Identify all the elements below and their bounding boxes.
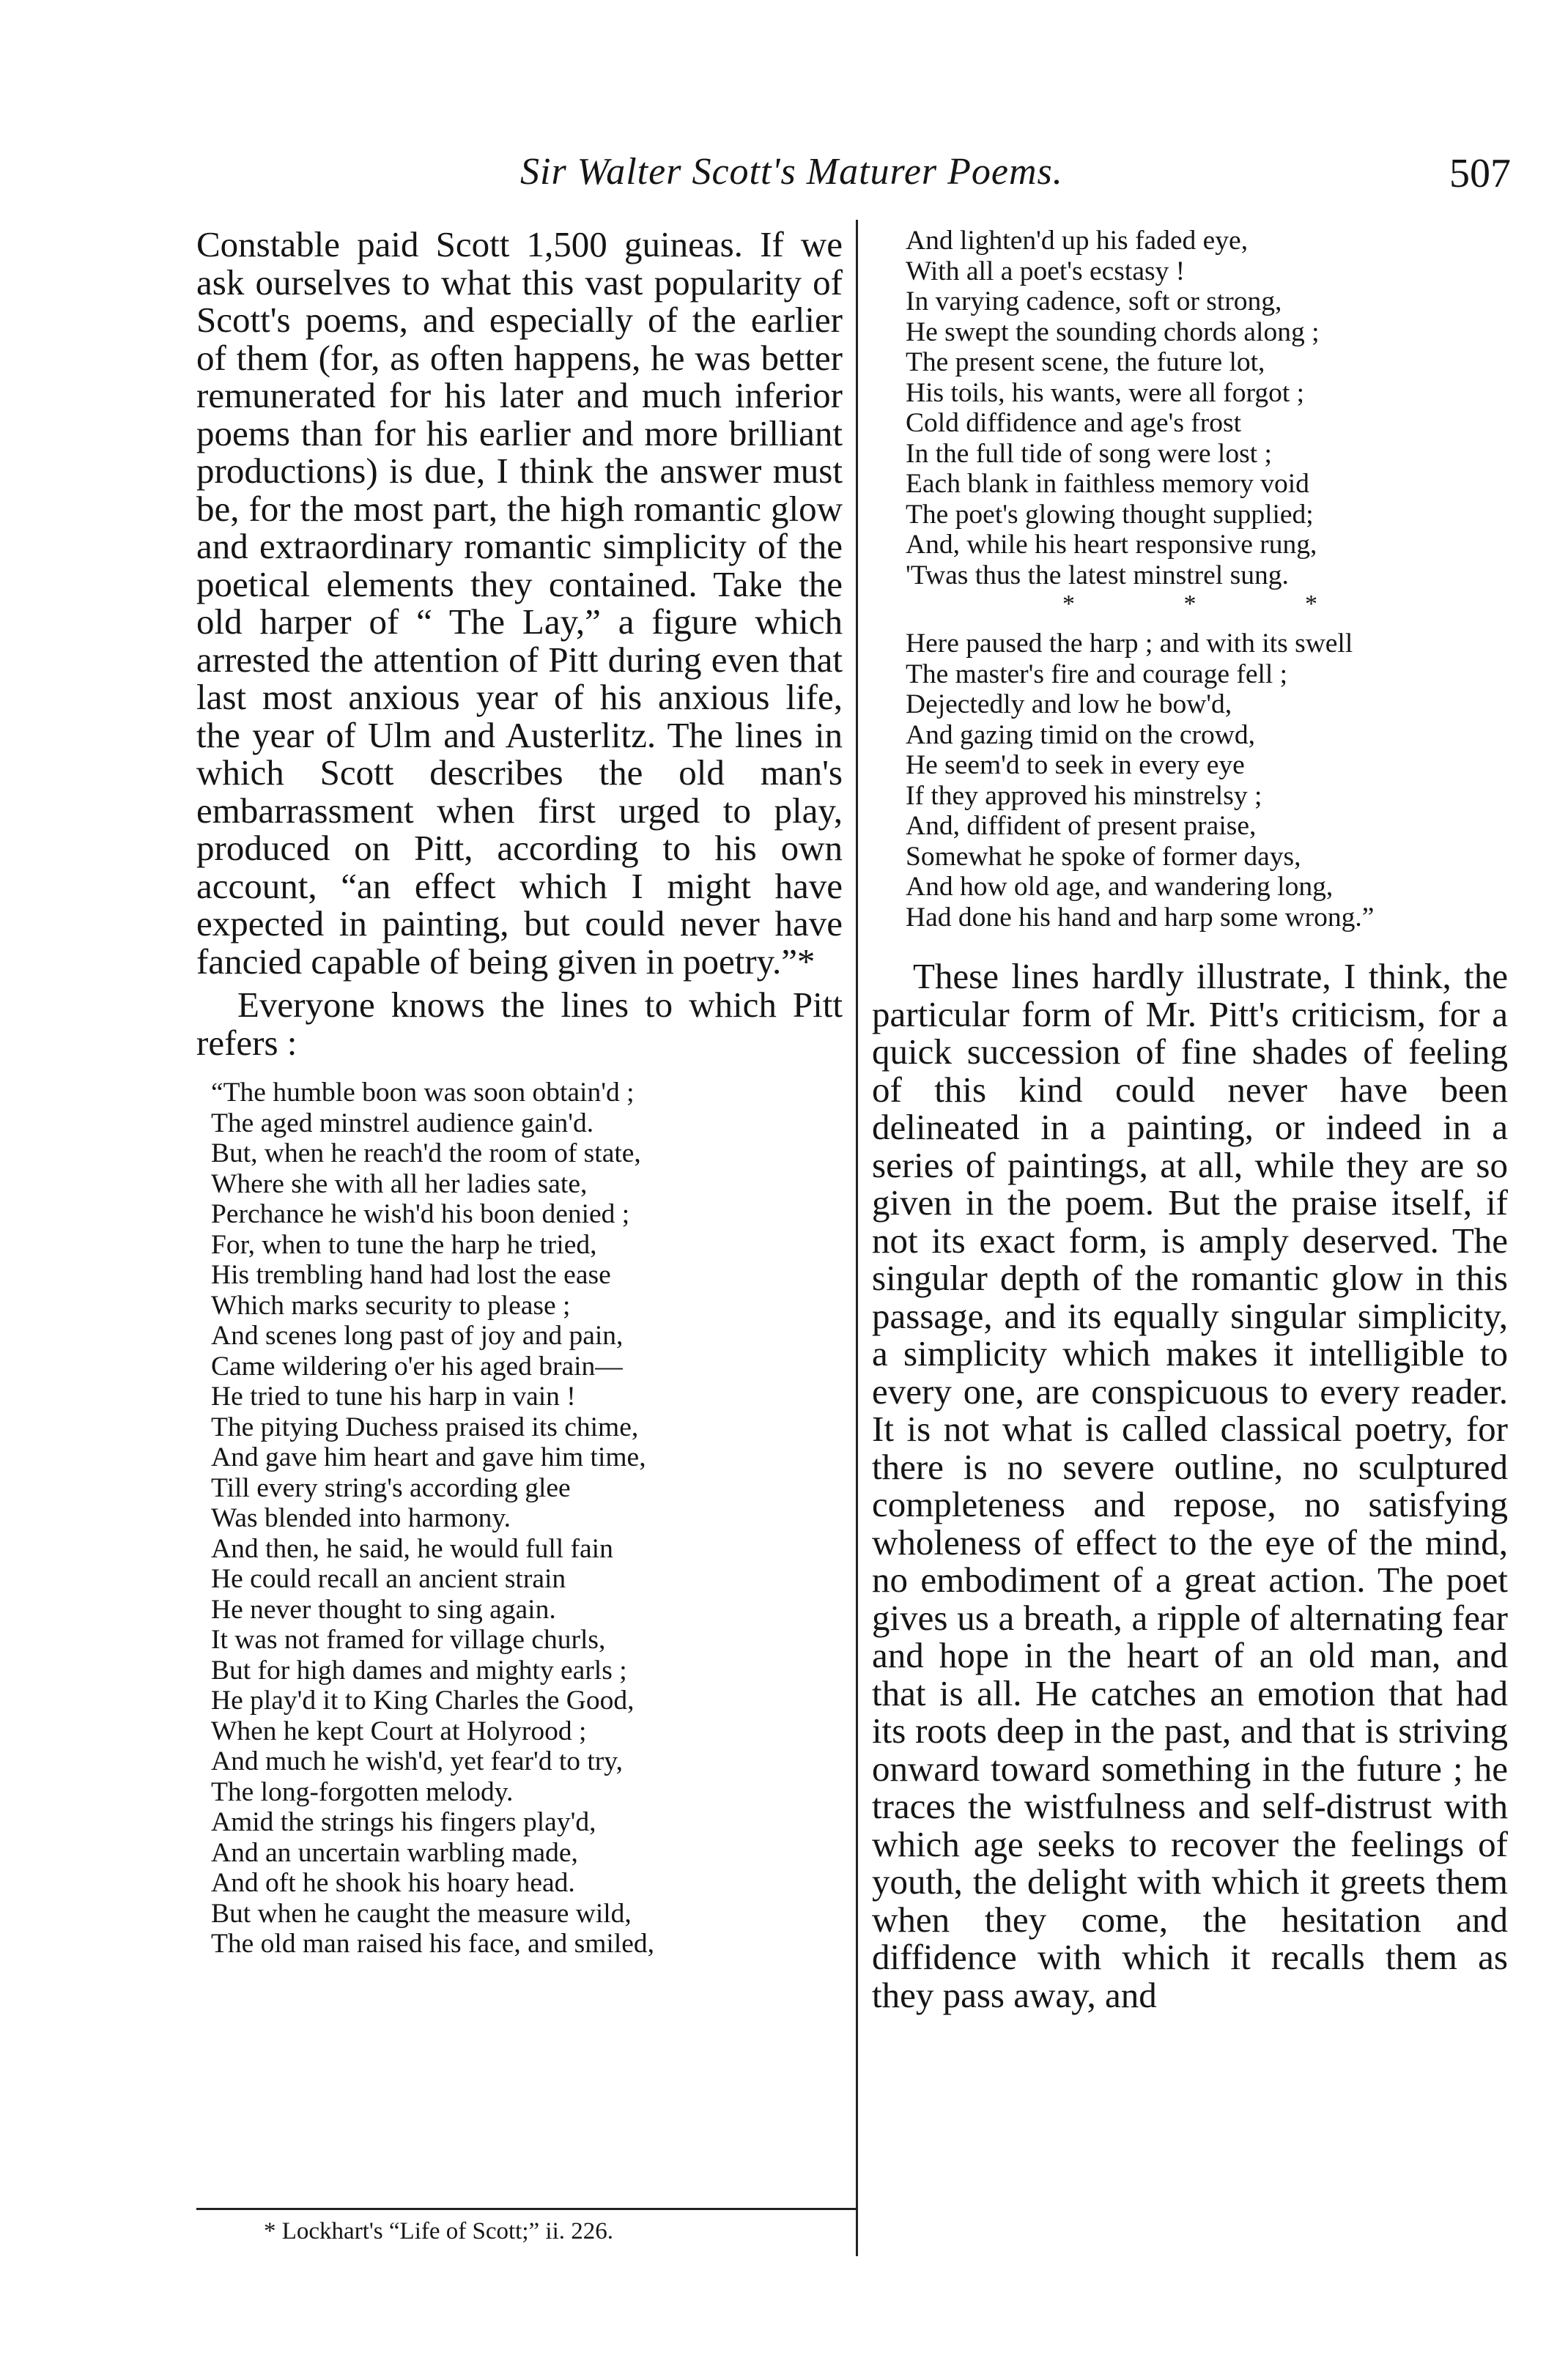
verse-line: “The humble boon was soon obtain'd ; (211, 1078, 635, 1108)
verse-line: 'Twas thus the latest minstrel sung. (906, 560, 1289, 590)
verse-line: Was blended into harmony. (211, 1503, 511, 1533)
verse-line: And oft he shook his hoary head. (211, 1868, 575, 1898)
verse-line: And an uncertain warbling made, (211, 1837, 578, 1868)
verse-line: His toils, his wants, were all forgot ; (906, 377, 1305, 408)
verse-line: And, while his heart responsive rung, (906, 530, 1317, 560)
verse-line: Somewhat he spoke of former days, (906, 841, 1301, 872)
section-stars: * * * (1062, 590, 1317, 618)
verse-line: The old man raised his face, and smiled, (211, 1929, 655, 1959)
footnote-rule (196, 2208, 856, 2210)
verse-line: He tried to tune his harp in vain ! (211, 1382, 576, 1412)
verse-line: If they approved his minstrelsy ; (906, 780, 1262, 811)
verse-line: Came wildering o'er his aged brain— (211, 1351, 623, 1382)
verse-line: Each blank in faithless memory void (906, 469, 1309, 499)
verse-line: The pitying Duchess praised its chime, (211, 1412, 639, 1442)
verse-line: Perchance he wish'd his boon denied ; (211, 1199, 630, 1229)
verse-line: Dejectedly and low he bow'd, (906, 689, 1232, 719)
verse-line: But for high dames and mighty earls ; (211, 1655, 627, 1686)
verse-line: Here paused the harp ; and with its swell (906, 629, 1353, 659)
verse-line: With all a poet's ecstasy ! (906, 256, 1186, 286)
right-column (872, 226, 1508, 2014)
verse-block (872, 629, 1508, 933)
verse-line: He never thought to sing again. (211, 1594, 556, 1625)
paragraph: Everyone knows the lines to which Pitt refers : (196, 985, 843, 1063)
paragraph: Constable paid Scott 1,500 guineas. If we ask ourselves to what this vast popularity of Scott's poems, and especially of the earlier of them (for, as often happens, he was better remunerated for his later and much inferior poems than for his earlier and more brilliant productions) is due, I think the answer must be, for the most part, the high romantic glow and extraordinary romantic simplicity of the poetical elements they contained. Take the old harper of “ The Lay,” a figure which arrested the attention of Pitt during even that last most anxious year of his anxious life, the year of Ulm and Austerlitz. The lines in which Scott describes the old man's embarrassment when first urged to play, produced on Pitt, according to his own account, “an effect which I might have expected in painting, but could never have fancied capable of being given in poetry.”* (196, 224, 843, 982)
verse-line: And much he wish'd, yet fear'd to try, (211, 1746, 623, 1776)
verse-line: The present scene, the future lot, (906, 347, 1265, 377)
footnote: * Lockhart's “Life of Scott;” ii. 226. (264, 2218, 613, 2244)
verse-line: Till every string's according glee (211, 1472, 571, 1503)
verse-line: He swept the sounding chords along ; (906, 316, 1320, 347)
verse-line: Where she with all her ladies sate, (211, 1168, 588, 1199)
left-prose (196, 226, 843, 1061)
verse-line: He seem'd to seek in every eye (906, 750, 1245, 780)
verse-line: Cold diffidence and age's frost (906, 408, 1242, 438)
verse-line: He could recall an ancient strain (211, 1564, 566, 1594)
verse-line: Had done his hand and harp some wrong.” (906, 902, 1375, 933)
verse-line: But when he caught the measure wild, (211, 1898, 632, 1929)
verse-block (196, 1078, 843, 1960)
column-divider (856, 220, 858, 2256)
verse-line: And how old age, and wandering long, (906, 872, 1334, 902)
verse-line: For, when to tune the harp he tried, (211, 1229, 597, 1260)
page-number: 507 (1449, 151, 1511, 196)
verse-line: When he kept Court at Holyrood ; (211, 1716, 587, 1746)
verse-line: Amid the strings his fingers play'd, (211, 1807, 596, 1837)
verse-line: His trembling hand had lost the ease (211, 1260, 611, 1290)
verse-line: The aged minstrel audience gain'd. (211, 1108, 594, 1138)
verse-line: In the full tide of song were lost ; (906, 438, 1272, 469)
verse-line: The master's fire and courage fell ; (906, 659, 1288, 689)
verse-line: And, diffident of present praise, (906, 811, 1257, 841)
running-header (0, 150, 1568, 209)
verse-block (872, 226, 1508, 590)
verse-line: In varying cadence, soft or strong, (906, 286, 1282, 316)
verse-line: And lighten'd up his faded eye, (906, 226, 1249, 256)
verse-line: It was not framed for village churls, (211, 1625, 606, 1655)
verse-line: But, when he reach'd the room of state, (211, 1138, 641, 1168)
verse-line: And gazing timid on the crowd, (906, 719, 1255, 750)
verse-line: He play'd it to King Charles the Good, (211, 1686, 635, 1716)
verse-line: Which marks security to please ; (211, 1290, 571, 1321)
paragraph: These lines hardly illustrate, I think, the particular form of Mr. Pitt's criticism, for a quick succession of fine shades of feeling of this kind could never have been delineated in a painting, or indeed in a series of paintings, at all, while they are so given in the poem. But the praise itself, if not its exact form, is amply deserved. The singular depth of the romantic glow in this passage, and its equally singular simplicity, a simplicity which makes it intelligible to every one, are conspicuous to every reader. It is not what is called classical poetry, for there is no severe outline, no sculptured completeness and repose, no satisfying wholeness of effect to the eye of the mind, no embodiment of a great action. The poet gives us a breath, a ripple of alternating fear and hope in the heart of an old man, and that is all. He catches an emotion that had its roots deep in the past, and that is striving onward toward something in the future ; he traces the wistfulness and self-distrust with which age seeks to recover the feelings of youth, the delight with which it greets them when they come, the hesitation and diffidence with which it recalls them as they pass away, and (872, 956, 1508, 2015)
running-title: Sir Walter Scott's Maturer Poems. (520, 151, 1063, 193)
verse-line: And then, he said, he would full fain (211, 1533, 613, 1564)
right-prose (872, 957, 1508, 2014)
verse-line: And gave him heart and gave him time, (211, 1442, 646, 1472)
left-column (196, 226, 843, 1960)
verse-line: The long-forgotten melody. (211, 1776, 514, 1807)
verse-line: The poet's glowing thought supplied; (906, 499, 1314, 530)
verse-line: And scenes long past of joy and pain, (211, 1321, 624, 1351)
